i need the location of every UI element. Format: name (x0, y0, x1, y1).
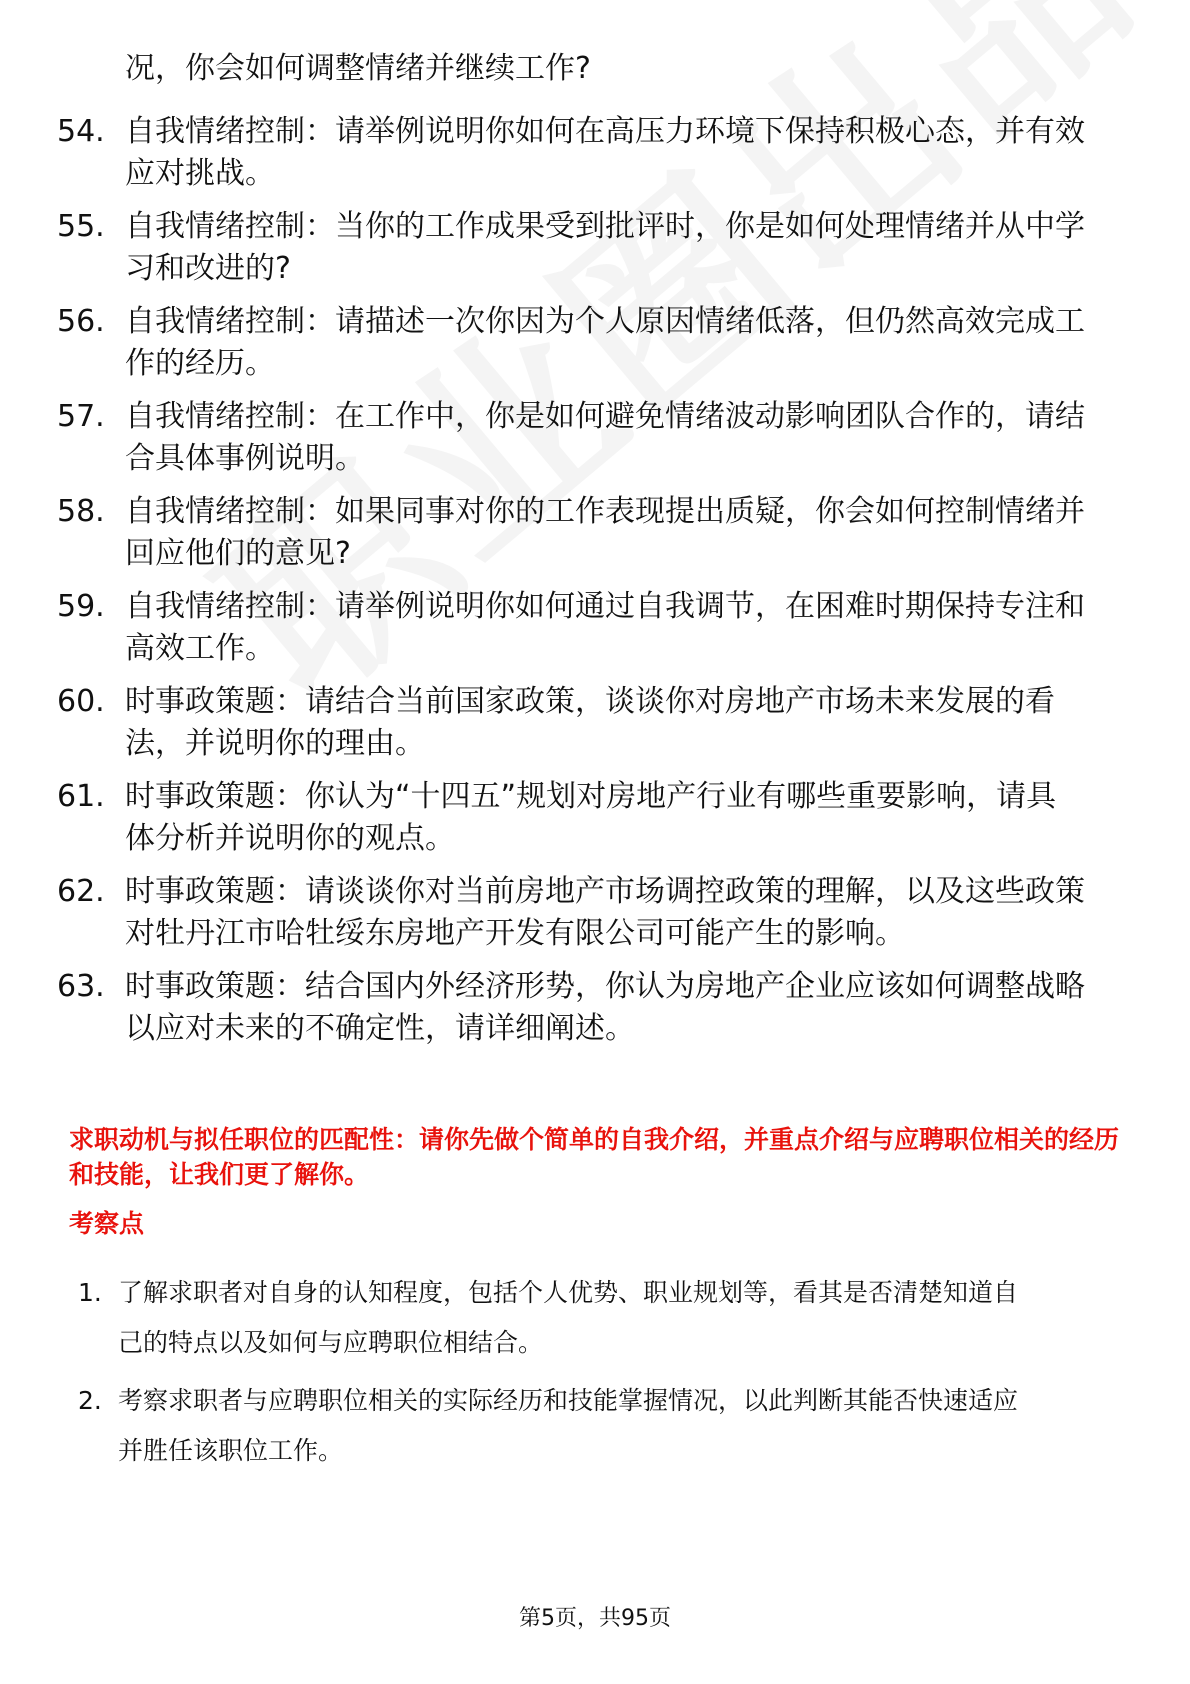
question-item (57, 111, 1107, 195)
question-number: 57. (57, 399, 105, 434)
question-text: 自我情绪控制：在工作中，你是如何避免情绪波动影响团队合作的，请结合具体事例说明。 (125, 399, 1085, 476)
question-text: 自我情绪控制：请描述一次你因为个人原因情绪低落，但仍然高效完成工作的经历。 (125, 304, 1085, 381)
question-number: 56. (57, 304, 105, 339)
question-number: 59. (57, 589, 105, 624)
question-text: 时事政策题：你认为“十四五”规划对房地产行业有哪些重要影响，请具体分析并说明你的观点。 (125, 779, 1057, 856)
question-item (57, 396, 1107, 480)
question-text: 自我情绪控制：请举例说明你如何在高压力环境下保持积极心态，并有效应对挑战。 (125, 114, 1085, 191)
question-item (57, 871, 1107, 955)
question-text: 时事政策题：请谈谈你对当前房地产市场调控政策的理解，以及这些政策对牡丹江市哈牡绥东房地产开发有限公司可能产生的影响。 (125, 874, 1085, 951)
assessment-points-list (78, 1268, 1128, 1484)
question-item (57, 301, 1107, 385)
question-text: 自我情绪控制：如果同事对你的工作表现提出质疑，你会如何控制情绪并回应他们的意见? (125, 494, 1085, 571)
question-text: 自我情绪控制：当你的工作成果受到批评时，你是如何处理情绪并从中学习和改进的? (125, 209, 1085, 286)
question-number: 60. (57, 684, 105, 719)
question-text: 时事政策题：结合国内外经济形势，你认为房地产企业应该如何调整战略以应对未来的不确定性，请详细阐述。 (125, 969, 1085, 1046)
question-item (57, 681, 1107, 765)
question-number: 61. (57, 779, 105, 814)
point-number: 1. (78, 1278, 102, 1307)
question-item (57, 966, 1107, 1050)
assessment-point (78, 1268, 1128, 1368)
question-number: 63. (57, 969, 105, 1004)
question-item (57, 206, 1107, 290)
question-number: 62. (57, 874, 105, 909)
question-item (57, 586, 1107, 670)
question-number: 55. (57, 209, 105, 244)
point-number: 2. (78, 1386, 102, 1415)
question-number: 58. (57, 494, 105, 529)
assessment-point (78, 1376, 1128, 1476)
section-heading: 求职动机与拟任职位的匹配性：请你先做个简单的自我介绍，并重点介绍与应聘职位相关的经历和技能，让我们更了解你。 (69, 1125, 1120, 1189)
continued-question-text: 况，你会如何调整情绪并继续工作? (125, 51, 591, 86)
question-list (57, 111, 1107, 1061)
question-item (57, 776, 1107, 860)
assessment-points-heading: 考察点 (69, 1209, 145, 1238)
question-text: 时事政策题：请结合当前国家政策，谈谈你对房地产市场未来发展的看法，并说明你的理由。 (125, 684, 1055, 761)
question-number: 54. (57, 114, 105, 149)
question-text: 自我情绪控制：请举例说明你如何通过自我调节，在困难时期保持专注和高效工作。 (125, 589, 1085, 666)
page-footer: 第5页，共95页 (519, 1606, 671, 1631)
point-text: 了解求职者对自身的认知程度，包括个人优势、职业规划等，看其是否清楚知道自己的特点以及如何与应聘职位相结合。 (118, 1278, 1019, 1357)
point-text: 考察求职者与应聘职位相关的实际经历和技能掌握情况，以此判断其能否快速适应并胜任该职位工作。 (118, 1386, 1019, 1465)
question-item (57, 491, 1107, 575)
